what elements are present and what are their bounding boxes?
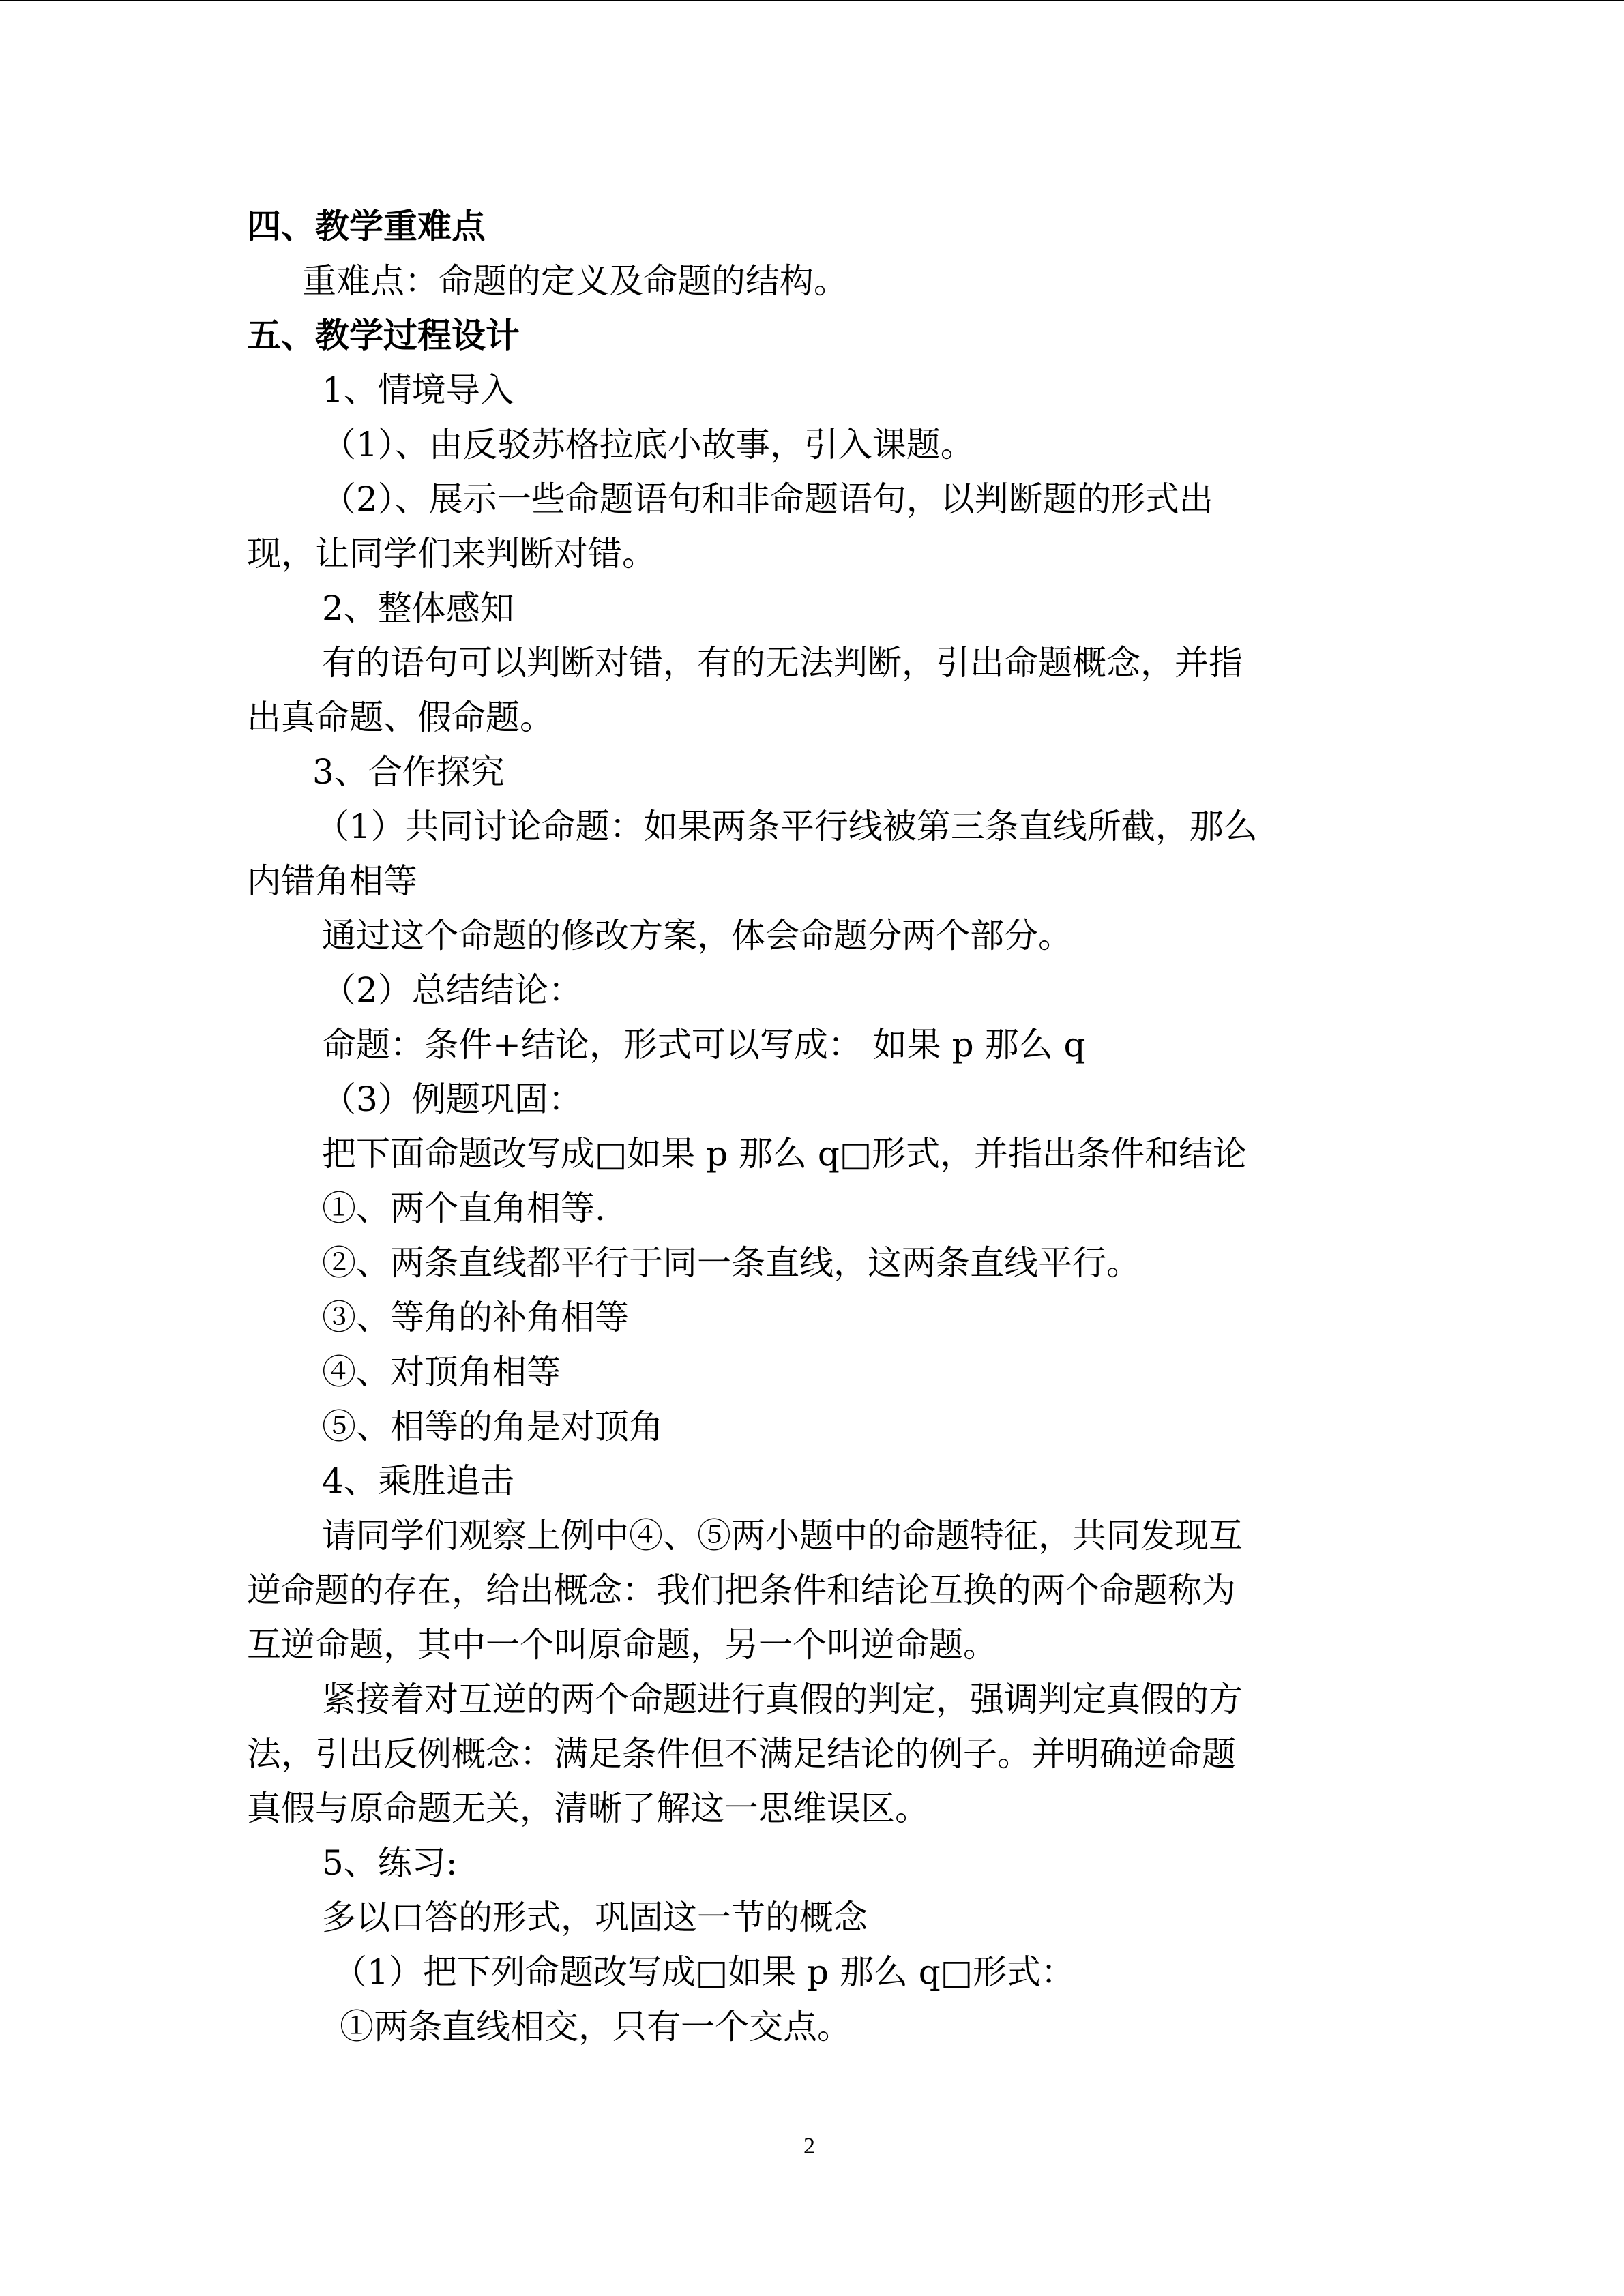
step-3-item-2: （2）总结结论： <box>322 970 582 1010</box>
step-3-item-1-cont: 内错角相等 <box>247 861 417 901</box>
step-4-paragraph-2-end: 真假与原命题无关，清晰了解这一思维误区。 <box>247 1789 929 1828</box>
example-1: ①、两个直角相等. <box>322 1189 606 1228</box>
step-3-title: 3、合作探究 <box>312 752 505 792</box>
section-heading-4: 四、教学重难点 <box>247 206 486 246</box>
step-1-item-2: （2）、展示一些命题语句和非命题语句，以判断题的形式出 <box>322 479 1213 519</box>
step-1-item-1: （1）、由反驳苏格拉底小故事，引入课题。 <box>322 425 975 464</box>
step-2-title: 2、整体感知 <box>322 588 514 628</box>
step-4-paragraph-1: 请同学们观察上例中④、⑤两小题中的命题特征，共同发现互 <box>322 1516 1243 1555</box>
example-5: ⑤、相等的角是对顶角 <box>322 1407 663 1446</box>
step-4-paragraph-2: 紧接着对互逆的两个命题进行真假的判定，强调判定真假的方 <box>322 1680 1243 1719</box>
step-4-paragraph-2-cont: 法，引出反例概念：满足条件但不满足结论的例子。并明确逆命题 <box>247 1734 1236 1774</box>
step-2-paragraph-cont: 出真命题、假命题。 <box>247 698 554 737</box>
step-4-title: 4、乘胜追击 <box>322 1461 514 1501</box>
step-3-item-3: （3）例题巩固： <box>322 1079 582 1119</box>
step-5-paragraph: 多以口答的形式，巩固这一节的概念 <box>322 1898 868 1937</box>
step-4-paragraph-1-end: 互逆命题，其中一个叫原命题，另一个叫逆命题。 <box>247 1625 997 1665</box>
step-5-item-1: （1）把下列命题改写成□如果 p 那么 q□形式： <box>333 1952 1075 1992</box>
step-2-paragraph: 有的语句可以判断对错，有的无法判断，引出命题概念，并指 <box>322 643 1243 683</box>
key-points-line: 重难点：命题的定义及命题的结构。 <box>302 261 848 301</box>
step-1-item-2-cont: 现，让同学们来判断对错。 <box>247 534 656 573</box>
page-number: 2 <box>803 2134 815 2159</box>
step-5-title: 5、练习: <box>322 1843 458 1883</box>
top-border-line <box>0 0 1624 1</box>
example-2: ②、两条直线都平行于同一条直线，这两条直线平行。 <box>322 1243 1140 1283</box>
step-3-item-1: （1）共同讨论命题：如果两条平行线被第三条直线所截，那么 <box>315 807 1258 846</box>
step-1-title: 1、情境导入 <box>322 370 514 410</box>
step-4-paragraph-1-cont: 逆命题的存在，给出概念：我们把条件和结论互换的两个命题称为 <box>247 1570 1236 1610</box>
proposition-form: 命题：条件+结论，形式可以写成： 如果 p 那么 q <box>322 1025 1086 1064</box>
section-heading-5: 五、教学过程设计 <box>247 315 520 355</box>
exercise-instruction: 把下面命题改写成□如果 p 那么 q□形式，并指出条件和结论 <box>322 1134 1247 1174</box>
example-4: ④、对顶角相等 <box>322 1352 561 1392</box>
step-3-explanation: 通过这个命题的修改方案，体会命题分两个部分。 <box>322 916 1072 955</box>
example-3: ③、等角的补角相等 <box>322 1298 629 1337</box>
step-5-item-1-sub-1: ①两条直线相交，只有一个交点。 <box>340 2007 851 2046</box>
